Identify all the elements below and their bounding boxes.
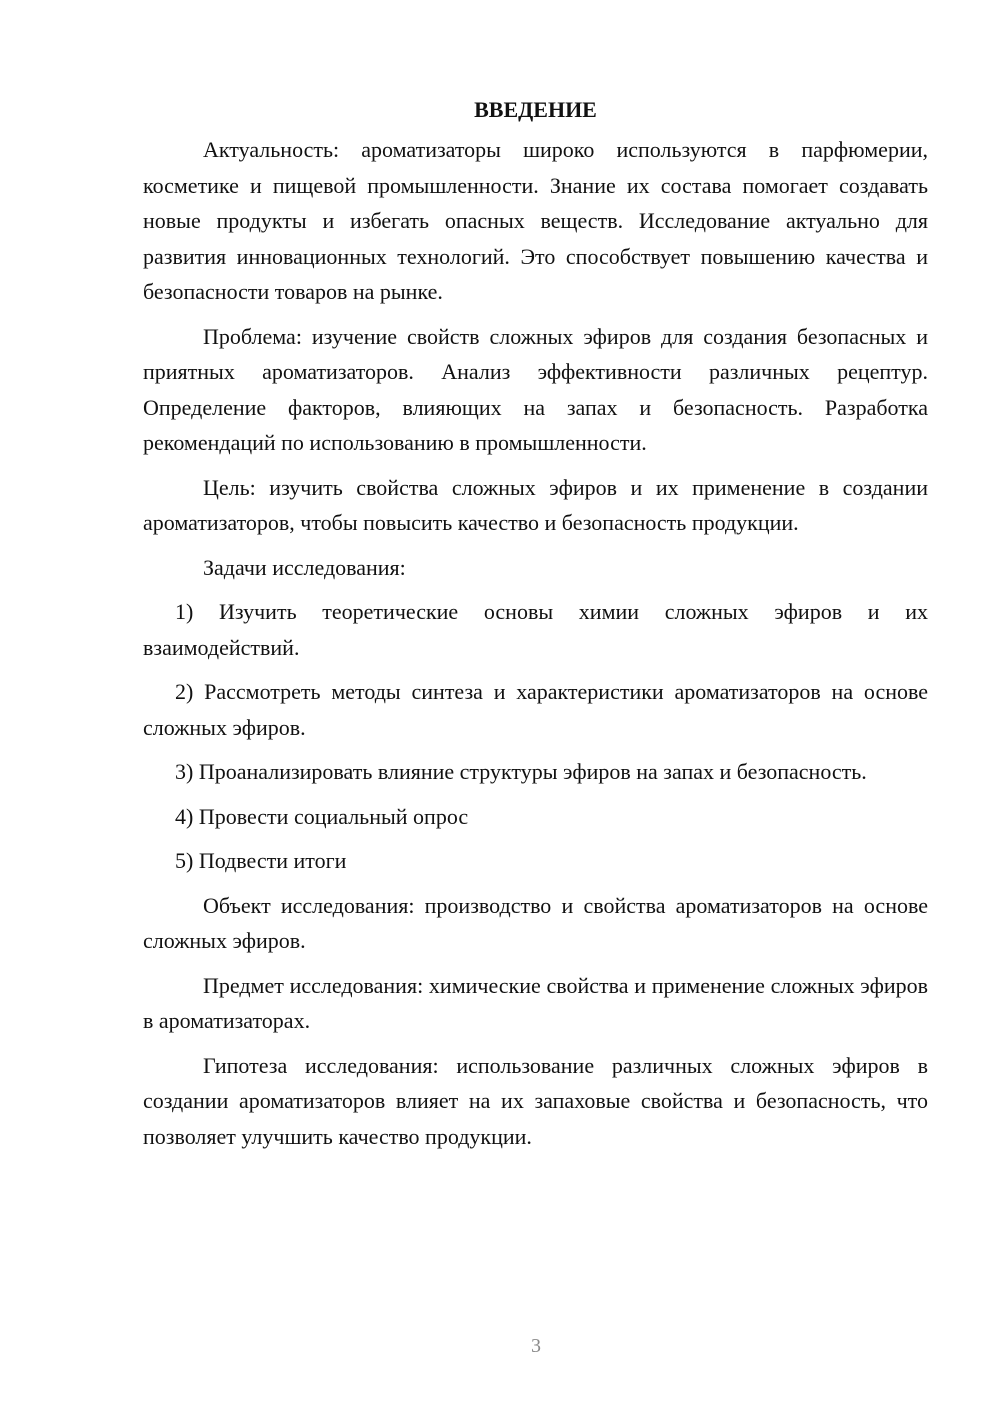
list-item-task-3: 3) Проанализировать влияние структуры эфиров на запах и безопасность. [175,759,867,784]
list-item-task-1: 1) Изучить теоретические основы химии сложных эфиров и их взаимодействий. [143,599,928,660]
tasks-list [143,594,928,879]
paragraph-object: Объект исследования: производство и свойства ароматизаторов на основе сложных эфиров. [143,892,928,953]
paragraph-relevance: Актуальность: ароматизаторы широко используются в парфюмерии, косметике и пищевой промышленности. Знание их состава помогает создавать новые продукты и избегать опасных веществ. Исследование актуально для развития инновационных технологий. Это способствует повышению качества и безопасности товаров на рынке. [143,137,928,304]
paragraph-goal: Цель: изучить свойства сложных эфиров и их применение в создании ароматизаторов, чтобы повысить качество и безопасность продукции. [143,474,928,535]
paragraph-problem: Проблема: изучение свойств сложных эфиров для создания безопасных и приятных ароматизаторов. Анализ эффективности различных рецептур. Определение факторов, влияющих на запах и безопасность. Разработка рекомендаций по использованию в промышленности. [143,323,928,455]
page-title: ВВЕДЕНИЕ [474,97,597,122]
list-item-task-5: 5) Подвести итоги [175,848,347,873]
paragraph-hypothesis: Гипотеза исследования: использование различных сложных эфиров в создании ароматизаторов влияет на их запаховые свойства и безопасность, что позволяет улучшить качество продукции. [143,1052,928,1149]
paragraph-subject: Предмет исследования: химические свойства и применение сложных эфиров в ароматизаторах. [143,972,928,1033]
page-number: 3 [531,1335,541,1357]
list-item-task-4: 4) Провести социальный опрос [175,803,469,829]
paragraph-tasks-title: Задачи исследования: [203,554,406,580]
list-item-task-2: 2) Рассмотреть методы синтеза и характеристики ароматизаторов на основе сложных эфиров. [143,679,928,740]
document-body [143,92,928,1163]
